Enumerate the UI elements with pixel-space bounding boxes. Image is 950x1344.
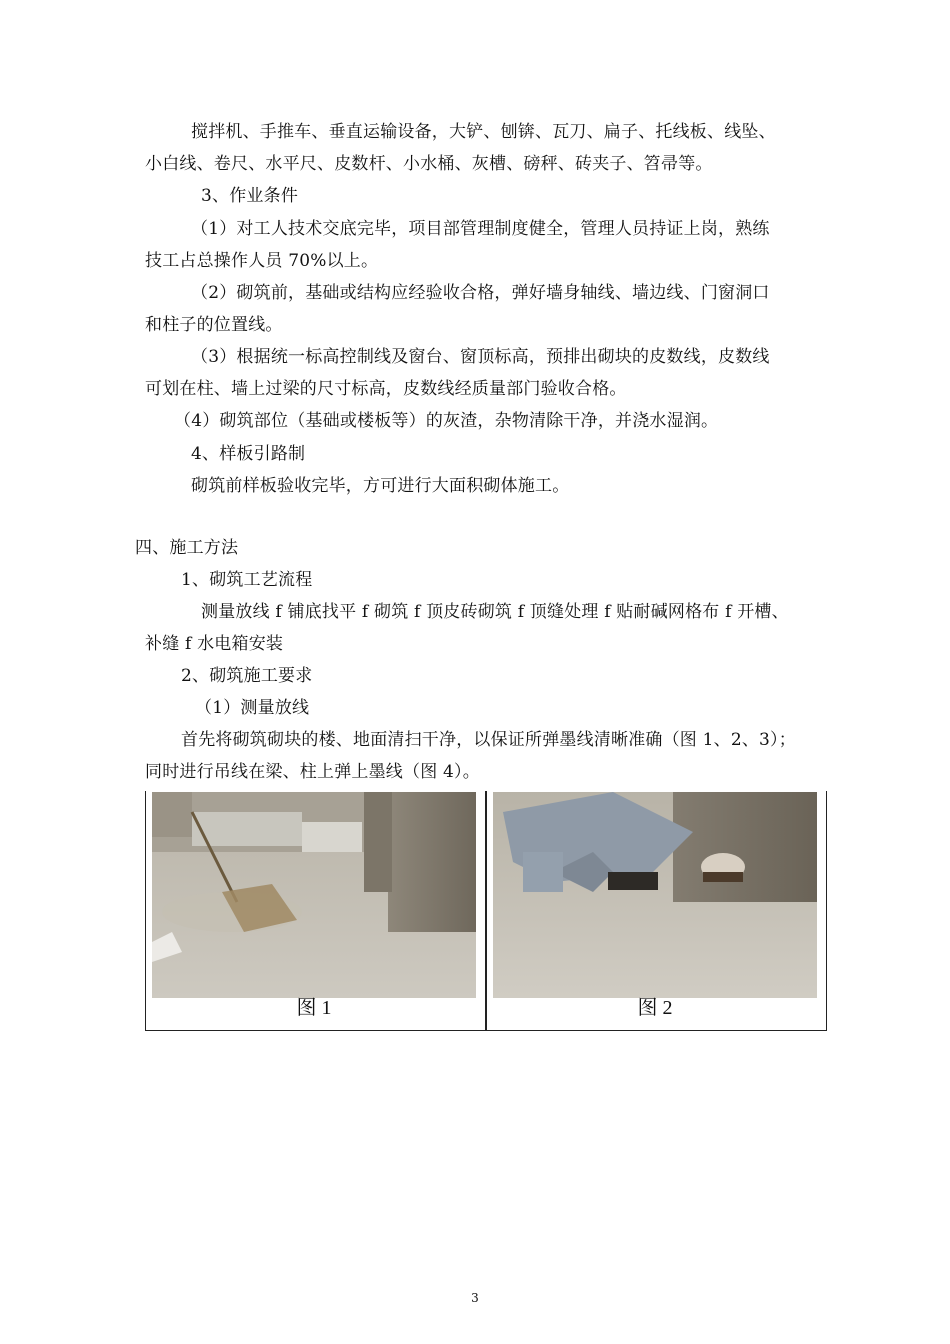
text-line: 小白线、卷尺、水平尺、皮数杆、小水桶、灰槽、磅秤、砖夹子、笤帚等。: [145, 154, 713, 174]
figure-2-photo: [493, 792, 817, 998]
figure-2-caption: 图 2: [637, 997, 673, 1019]
text-line: 和柱子的位置线。: [145, 315, 283, 335]
text-line: （2）砌筑前，基础或结构应经验收合格，弹好墙身轴线、墙边线、门窗洞口: [191, 283, 770, 303]
text-line: 砌筑前样板验收完毕，方可进行大面积砌体施工。: [191, 476, 570, 496]
text-line: 同时进行吊线在梁、柱上弹上墨线（图 4）。: [145, 762, 480, 782]
text-line: 搅拌机、手推车、垂直运输设备，大铲、刨锛、瓦刀、扁子、托线板、线坠、: [191, 122, 776, 142]
section-heading: 2、砌筑施工要求: [181, 666, 313, 686]
section-heading: 3、作业条件: [201, 186, 299, 206]
text-line: 可划在柱、墙上过梁的尺寸标高，皮数线经质量部门验收合格。: [145, 379, 627, 399]
section-heading: 1、砌筑工艺流程: [181, 570, 313, 590]
chapter-heading: 四、施工方法: [135, 538, 239, 558]
text-line: （3）根据统一标高控制线及窗台、窗顶标高，预排出砌块的皮数线，皮数线: [191, 347, 770, 367]
page-number: 3: [471, 1291, 479, 1305]
text-line: （1）对工人技术交底完毕，项目部管理制度健全，管理人员持证上岗，熟练: [191, 219, 770, 239]
text-line: （4）砌筑部位（基础或楼板等）的灰渣，杂物清除干净，并浇水湿润。: [174, 411, 719, 431]
text-line: 首先将砌筑砌块的楼、地面清扫干净，以保证所弹墨线清晰准确（图 1、2、3）；: [181, 730, 796, 750]
figure-1-caption: 图 1: [296, 997, 332, 1019]
text-line: 补缝 f 水电箱安装: [145, 634, 284, 654]
figure-1-photo: [152, 792, 476, 998]
section-heading: （1）测量放线: [195, 698, 310, 718]
text-line: 技工占总操作人员 70%以上。: [145, 251, 379, 271]
section-heading: 4、样板引路制: [191, 444, 306, 464]
text-line: 测量放线 f 铺底找平 f 砌筑 f 顶皮砖砌筑 f 顶缝处理 f 贴耐碱网格布 f 开槽、: [201, 602, 789, 622]
